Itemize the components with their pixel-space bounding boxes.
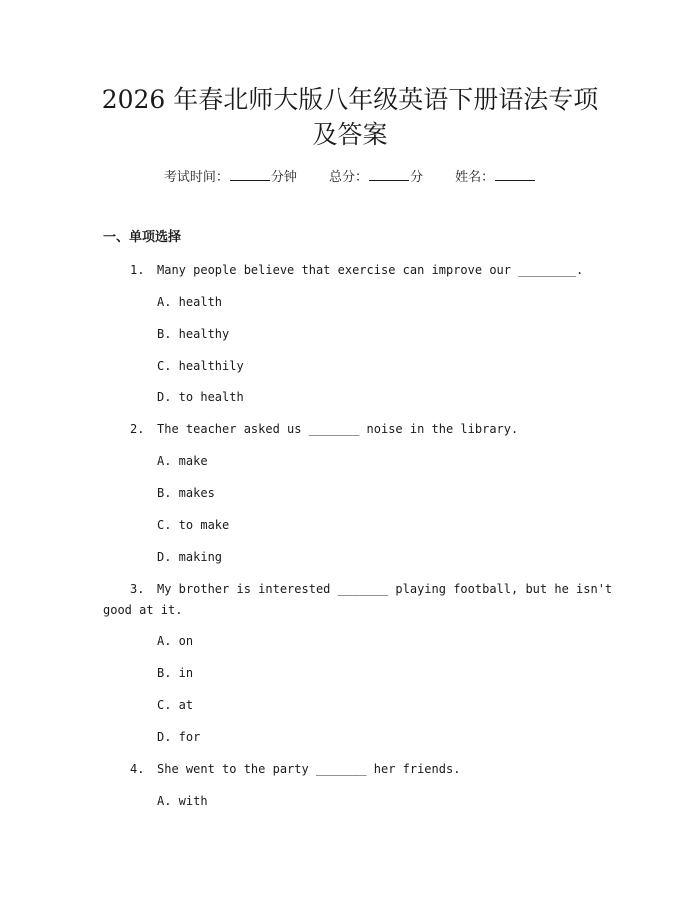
answer-option: A. make [157, 454, 208, 468]
question-number: 1. [130, 263, 145, 277]
answer-option: B. makes [157, 486, 215, 500]
question-text-continuation: good at it. [103, 603, 183, 617]
section-heading: 一、单项选择 [103, 230, 182, 245]
question-text: The teacher asked us _______ noise in the library. [157, 422, 519, 436]
exam-time-blank [230, 167, 270, 181]
total-score-unit: 分 [410, 170, 424, 185]
exam-time-unit: 分钟 [270, 170, 297, 185]
answer-option: A. on [157, 634, 194, 648]
answer-option: B. in [157, 666, 194, 680]
student-name-field [455, 167, 536, 188]
question-text: My brother is interested _______ playing football, but he isn't [157, 582, 613, 596]
document-title-line-2: 及答案 [312, 120, 388, 149]
answer-option: A. with [157, 794, 208, 808]
answer-option: C. to make [157, 518, 230, 532]
question-number: 2. [130, 422, 145, 436]
answer-option: C. at [157, 698, 194, 712]
student-name-blank [495, 167, 535, 181]
total-score-label: 总分： [328, 170, 368, 185]
exam-info-line [0, 167, 700, 188]
answer-option: D. for [157, 730, 201, 744]
total-score-field [329, 167, 423, 188]
answer-option: D. to health [157, 390, 244, 404]
student-name-label: 姓名： [455, 170, 495, 185]
question-number: 4. [130, 762, 145, 776]
answer-option: B. healthy [157, 327, 230, 341]
exam-time-label: 考试时间： [163, 170, 229, 185]
exam-time-field [164, 167, 297, 188]
question-number: 3. [130, 582, 145, 596]
document-title-line-1: 2026 年春北师大版八年级英语下册语法专项 [101, 85, 599, 114]
question-text: She went to the party _______ her friends. [157, 762, 461, 776]
answer-option: C. healthily [157, 359, 244, 373]
question-text: Many people believe that exercise can improve our ________. [157, 263, 584, 277]
answer-option: D. making [157, 550, 223, 564]
total-score-blank [369, 167, 409, 181]
answer-option: A. health [157, 295, 223, 309]
